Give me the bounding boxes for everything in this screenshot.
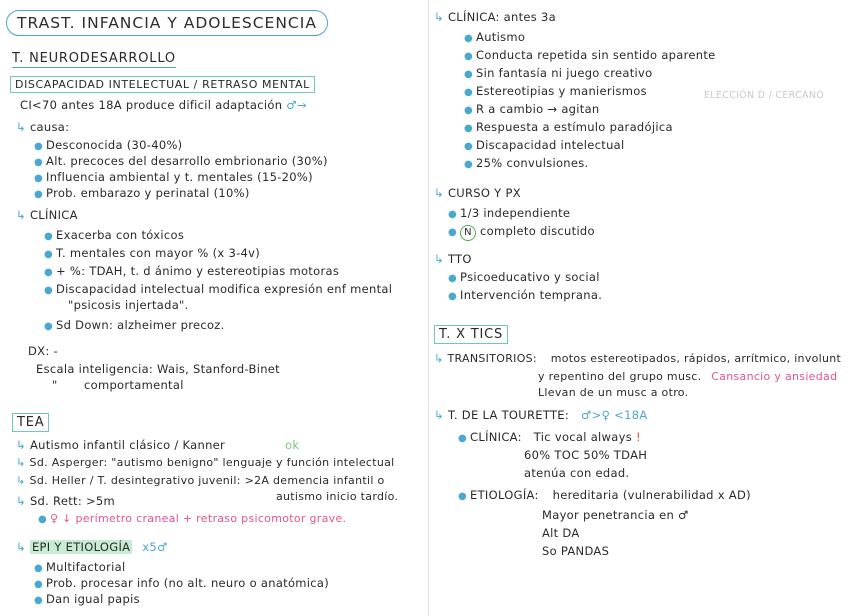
transitorios-line-1: ↳ TRANSITORIOS: motos estereotipados, rápidos, arrítmico, involunt: [434, 352, 842, 365]
arrow-icon: ↳: [434, 10, 444, 24]
curso-item: ● N completo discutido: [448, 224, 595, 241]
bullet-icon: ●: [464, 141, 474, 152]
bullet-icon: ●: [34, 563, 44, 574]
bullet-icon: ●: [44, 249, 54, 260]
clinica-item: ● 25% convulsiones.: [464, 156, 589, 170]
ci-line: CI<70 antes 18A produce dificil adaptación ♂→: [20, 98, 307, 112]
clinica-item: ● T. mentales con mayor % (x 3-4v): [44, 246, 261, 260]
arrow-icon: ↳: [16, 494, 26, 508]
curso-item: ● 1/3 independiente: [448, 206, 571, 220]
curso-heading: ↳ CURSO Y PX: [434, 186, 521, 200]
bullet-icon: ●: [448, 291, 458, 302]
male-symbol-icon: ♂→: [286, 98, 307, 112]
clinica-item: ● Discapacidad intelectual: [464, 138, 625, 152]
etio-item: Mayor penetrancia en ♂: [542, 508, 689, 522]
clinica-item-continuation: "psicosis injertada".: [68, 298, 189, 312]
bullet-icon: ●: [464, 33, 474, 44]
tto-heading: ↳ TTO: [434, 252, 472, 266]
ok-note: ok: [285, 438, 300, 452]
rett-note: ● ♀ ↓ perímetro craneal + retraso psicomotor grave.: [38, 512, 347, 525]
bullet-icon: ●: [44, 267, 54, 278]
bullet-icon: ●: [38, 514, 48, 525]
faded-note: ELECCIÓN D / CERCANO: [704, 90, 825, 101]
arrow-icon: ↳: [434, 186, 444, 200]
etio-item: Alt DA: [542, 526, 580, 540]
bullet-icon: ●: [464, 105, 474, 116]
causa-item: ● Prob. embarazo y perinatal (10%): [34, 186, 250, 200]
arrow-icon: ↳: [16, 540, 26, 554]
epi-heading: ↳ EPI Y ETIOLOGÍA x5♂: [16, 540, 168, 554]
transitorios-line-2: y repentino del grupo musc. Cansancio y ansiedad: [538, 370, 838, 383]
arrow-icon: ↳: [16, 456, 26, 469]
clinica-item: ● Autismo: [464, 30, 526, 44]
epi-item: ● Prob. procesar info (no alt. neuro o anatómica): [34, 576, 330, 590]
bullet-icon: ●: [458, 491, 468, 502]
causa-label: ↳ causa:: [16, 120, 70, 134]
clinica-item: ● Exacerba con tóxicos: [44, 228, 185, 242]
bullet-icon: ●: [464, 87, 474, 98]
clinica-heading: ↳ CLÍNICA: antes 3a: [434, 10, 557, 24]
bullet-icon: ●: [44, 285, 54, 296]
bullet-icon: ●: [34, 157, 44, 168]
tourette-etiologia: ● ETIOLOGÍA: hereditaria (vulnerabilidad x AD): [458, 488, 751, 502]
causa-item: ● Influencia ambiental y t. mentales (15-20%): [34, 170, 313, 184]
arrow-icon: ↳: [434, 252, 444, 266]
tea-heading: TEA: [12, 416, 49, 430]
clinica-item: ● Respuesta a estímulo paradójica: [464, 120, 673, 134]
tics-heading: T. X TICS: [434, 328, 508, 342]
etio-item: So PANDAS: [542, 544, 610, 558]
causa-item: ● Alt. precoces del desarrollo embrionario (30%): [34, 154, 328, 168]
escala-mark: ": [52, 378, 58, 392]
escala-line: Escala inteligencia: Wais, Stanford-Binet: [36, 362, 280, 376]
circled-letter: N: [460, 225, 476, 241]
tea-item: ↳ Autismo infantil clásico / Kanner ok: [16, 438, 300, 452]
tto-item: ● Intervención temprana.: [448, 288, 603, 302]
escala-line-2: comportamental: [84, 378, 184, 392]
bullet-icon: ●: [464, 51, 474, 62]
page-title: TRAST. INFANCIA Y ADOLESCENCIA: [6, 10, 328, 36]
arrow-icon: ↳: [16, 438, 26, 452]
exclamation-icon: !: [635, 430, 641, 444]
clinica-item: ● Sin fantasía ni juego creativo: [464, 66, 653, 80]
epi-item: ● Multifactorial: [34, 560, 126, 574]
dx-label: DX: -: [28, 344, 58, 358]
tourette-clinica-line-3: atenúa con edad.: [524, 466, 630, 480]
arrow-icon: ↳: [16, 208, 26, 222]
tea-item: ↳ Sd. Asperger: "autismo benigno" lenguaje y función intelectual: [16, 456, 395, 469]
epi-ratio: x5♂: [142, 540, 168, 554]
tea-item: ↳ Sd. Rett: >5m: [16, 494, 115, 508]
bullet-icon: ●: [464, 69, 474, 80]
arrow-icon: ↳: [434, 408, 444, 422]
tourette-ratio: ♂>♀ <18A: [581, 408, 648, 422]
clinica-item: ● Conducta repetida sin sentido aparente: [464, 48, 716, 62]
bullet-icon: ●: [448, 209, 458, 220]
clinica-item: ● Sd Down: alzheimer precoz.: [44, 318, 225, 332]
tourette-clinica-line-2: 60% TOC 50% TDAH: [524, 448, 648, 462]
tea-item: ↳ Sd. Heller / T. desintegrativo juvenil: >2A demencia infantil o: [16, 474, 385, 487]
discap-heading: DISCAPACIDAD INTELECTUAL / RETRASO MENTAL: [10, 78, 315, 92]
causa-item: ● Desconocida (30-40%): [34, 138, 183, 152]
bullet-icon: ●: [464, 123, 474, 134]
clinica-label: ↳ CLÍNICA: [16, 208, 78, 222]
bullet-icon: ●: [448, 273, 458, 284]
arrow-icon: ↳: [16, 120, 26, 134]
neuro-heading: T. NEURODESARROLLO: [12, 51, 176, 66]
arrow-icon: ↳: [16, 474, 26, 487]
bullet-icon: ●: [448, 227, 458, 238]
tourette-heading: ↳ T. DE LA TOURETTE: ♂>♀ <18A: [434, 408, 648, 422]
bullet-icon: ●: [34, 579, 44, 590]
clinica-item: ● Discapacidad intelectual modifica expresión enf mental: [44, 282, 393, 296]
clinica-item: ● + %: TDAH, t. d ánimo y estereotipias motoras: [44, 264, 340, 278]
bullet-icon: ●: [464, 159, 474, 170]
bullet-icon: ●: [34, 141, 44, 152]
tea-item-continuation: autismo inicio tardío.: [276, 490, 399, 503]
bullet-icon: ●: [34, 595, 44, 606]
tourette-clinica: ● CLÍNICA: Tic vocal always !: [458, 430, 641, 444]
column-divider: [428, 0, 429, 616]
bullet-icon: ●: [458, 433, 468, 444]
transitorios-line-3: Llevan de un musc a otro.: [538, 386, 689, 399]
arrow-icon: ↳: [434, 352, 444, 365]
epi-item: ● Dan igual papis: [34, 592, 140, 606]
tto-item: ● Psicoeducativo y social: [448, 270, 600, 284]
clinica-item: ● Estereotipias y manierismos: [464, 84, 647, 98]
bullet-icon: ●: [34, 173, 44, 184]
clinica-item: ● R a cambio → agitan: [464, 102, 600, 116]
bullet-icon: ●: [34, 189, 44, 200]
bullet-icon: ●: [44, 321, 54, 332]
bullet-icon: ●: [44, 231, 54, 242]
